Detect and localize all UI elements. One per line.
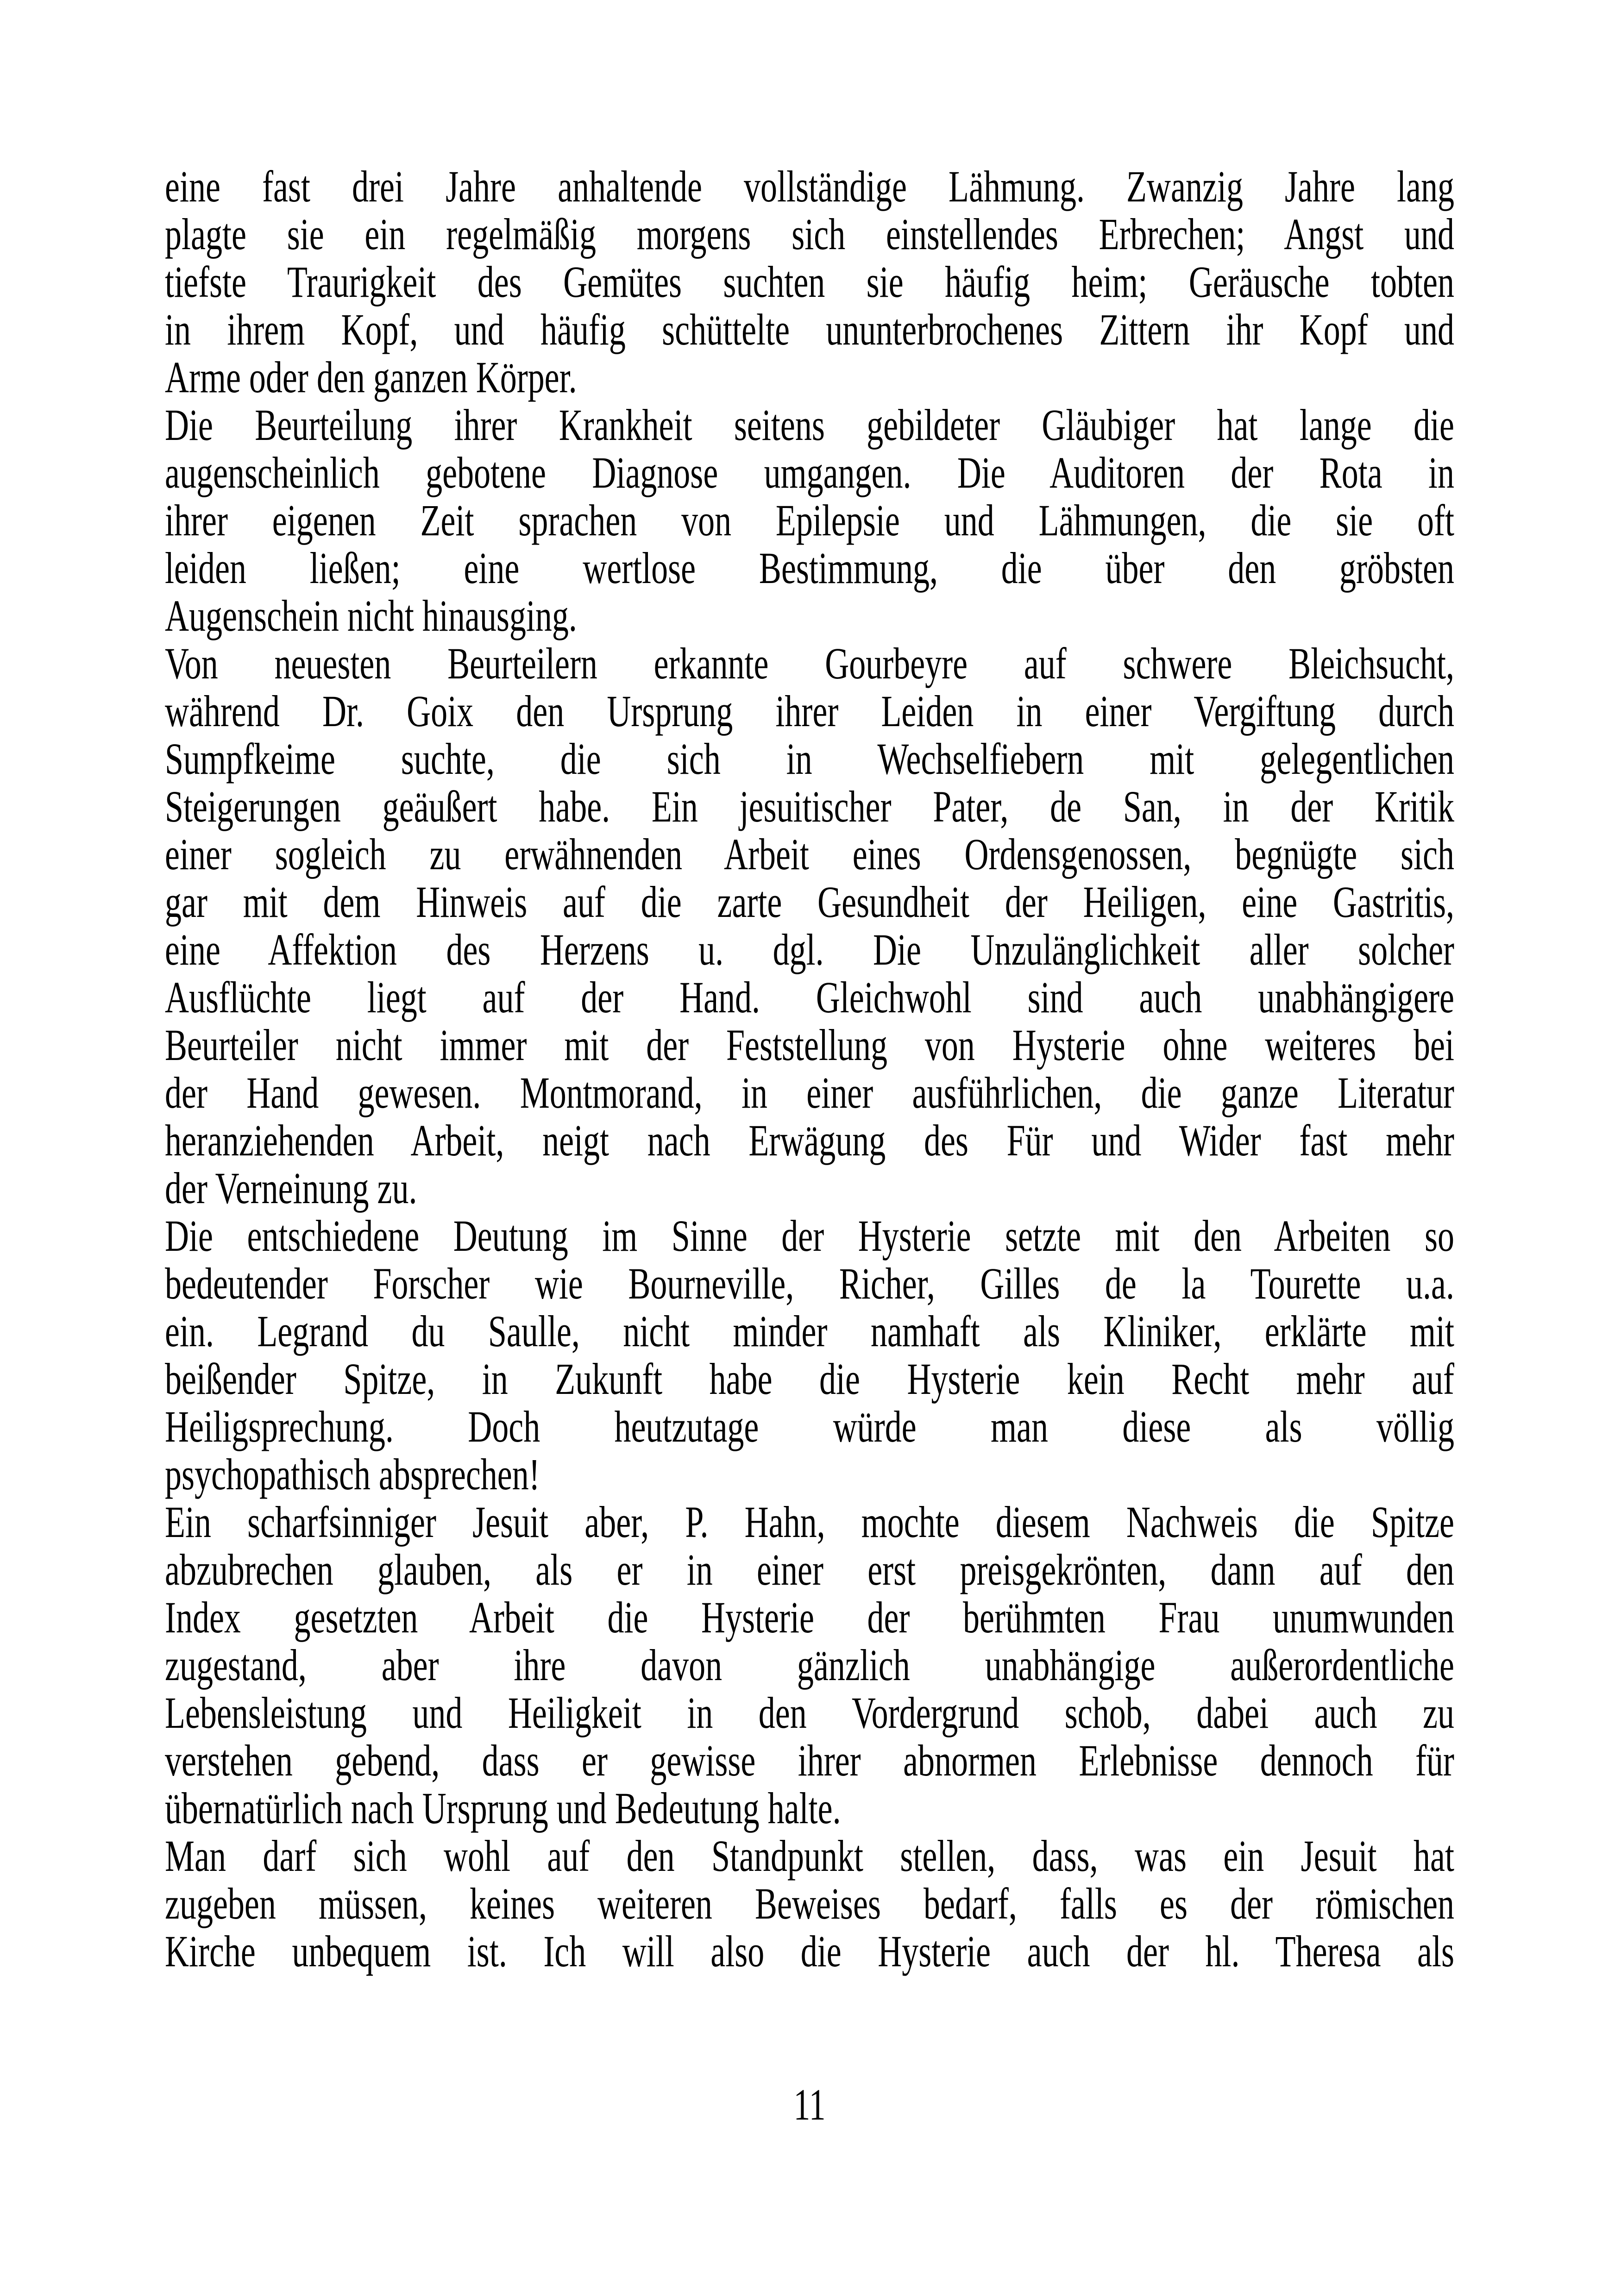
text-block [165, 163, 1454, 2128]
text-line: ein. Legrand du Saulle, nicht minder namhaft als Kliniker, erklärte mit [165, 1306, 1454, 1356]
paragraph [165, 1498, 1454, 1832]
text-line: abzubrechen glauben, als er in einer erst preisgekrönten, dann auf den [165, 1545, 1454, 1594]
text-line: eine Affektion des Herzens u. dgl. Die Unzulänglichkeit aller solcher [165, 925, 1454, 974]
text-line: der Hand gewesen. Montmorand, in einer ausführlichen, die ganze Literatur [165, 1068, 1454, 1117]
text-line: eine fast drei Jahre anhaltende vollständige Lähmung. Zwanzig Jahre lang [165, 162, 1454, 211]
text-line: zugeben müssen, keines weiteren Beweises bedarf, falls es der römischen [165, 1879, 1454, 1928]
paragraph [165, 640, 1454, 1212]
paragraph [165, 163, 1454, 401]
text-line: Augenschein nicht hinausging. [165, 591, 577, 640]
text-line: übernatürlich nach Ursprung und Bedeutung halte. [165, 1783, 841, 1833]
text-line: bedeutender Forscher wie Bourneville, Richer, Gilles de la Tourette u.a. [165, 1259, 1454, 1308]
text-line: Lebensleistung und Heiligkeit in den Vordergrund schob, dabei auch zu [165, 1688, 1454, 1738]
text-line: Ausflüchte liegt auf der Hand. Gleichwohl sind auch unabhängigere [165, 972, 1454, 1022]
paragraph [165, 1212, 1454, 1498]
text-line: einer sogleich zu erwähnenden Arbeit eines Ordensgenossen, begnügte sich [165, 829, 1454, 879]
text-line: gar mit dem Hinweis auf die zarte Gesundheit der Heiligen, eine Gastritis, [165, 877, 1454, 927]
text-line: ihrer eigenen Zeit sprachen von Epilepsie und Lähmungen, die sie oft [165, 496, 1454, 545]
text-line: Die entschiedene Deutung im Sinne der Hysterie setzte mit den Arbeiten so [165, 1211, 1454, 1261]
text-line: Man darf sich wohl auf den Standpunkt stellen, dass, was ein Jesuit hat [165, 1831, 1454, 1881]
text-line: psychopathisch absprechen! [165, 1449, 540, 1499]
text-line: verstehen gebend, dass er gewisse ihrer abnormen Erlebnisse dennoch für [165, 1736, 1454, 1785]
text-line: tiefste Traurigkeit des Gemütes suchten sie häufig heim; Geräusche tobten [165, 257, 1454, 307]
text-line: Sumpfkeime suchte, die sich in Wechselfiebern mit gelegentlichen [165, 734, 1454, 784]
text-line: beißender Spitze, in Zukunft habe die Hysterie kein Recht mehr auf [165, 1354, 1454, 1404]
paragraph [165, 401, 1454, 640]
paragraphs-container [165, 163, 1454, 1975]
text-line: Steigerungen geäußert habe. Ein jesuitischer Pater, de San, in der Kritik [165, 782, 1454, 831]
text-line: der Verneinung zu. [165, 1163, 417, 1213]
text-line: plagte sie ein regelmäßig morgens sich einstellendes Erbrechen; Angst und [165, 209, 1454, 259]
text-line: heranziehenden Arbeit, neigt nach Erwägung des Für und Wider fast mehr [165, 1116, 1454, 1165]
text-line: Index gesetzten Arbeit die Hysterie der berühmten Frau unumwunden [165, 1593, 1454, 1642]
text-line: Beurteiler nicht immer mit der Feststellung von Hysterie ohne weiteres bei [165, 1020, 1454, 1070]
text-line: Von neuesten Beurteilern erkannte Gourbeyre auf schwere Bleichsucht, [165, 639, 1454, 688]
text-line: in ihrem Kopf, und häufig schüttelte ununterbrochenes Zittern ihr Kopf und [165, 305, 1454, 354]
text-line: zugestand, aber ihre davon gänzlich unabhängige außerordentliche [165, 1640, 1454, 1690]
text-line: während Dr. Goix den Ursprung ihrer Leiden in einer Vergiftung durch [165, 686, 1454, 736]
text-line: Arme oder den ganzen Körper. [165, 352, 577, 402]
text-line: Kirche unbequem ist. Ich will also die Hysterie auch der hl. Theresa als [165, 1926, 1454, 1976]
text-line: Heiligsprechung. Doch heutzutage würde man diese als völlig [165, 1402, 1454, 1451]
paragraph [165, 1832, 1454, 1975]
text-line: Die Beurteilung ihrer Krankheit seitens gebildeter Gläubiger hat lange die [165, 400, 1454, 450]
text-line: Ein scharfsinniger Jesuit aber, P. Hahn, mochte diesem Nachweis die Spitze [165, 1497, 1454, 1547]
page-number: 11 [793, 2080, 826, 2129]
text-line: leiden ließen; eine wertlose Bestimmung, die über den gröbsten [165, 543, 1454, 593]
text-line: augenscheinlich gebotene Diagnose umgangen. Die Auditoren der Rota in [165, 448, 1454, 497]
